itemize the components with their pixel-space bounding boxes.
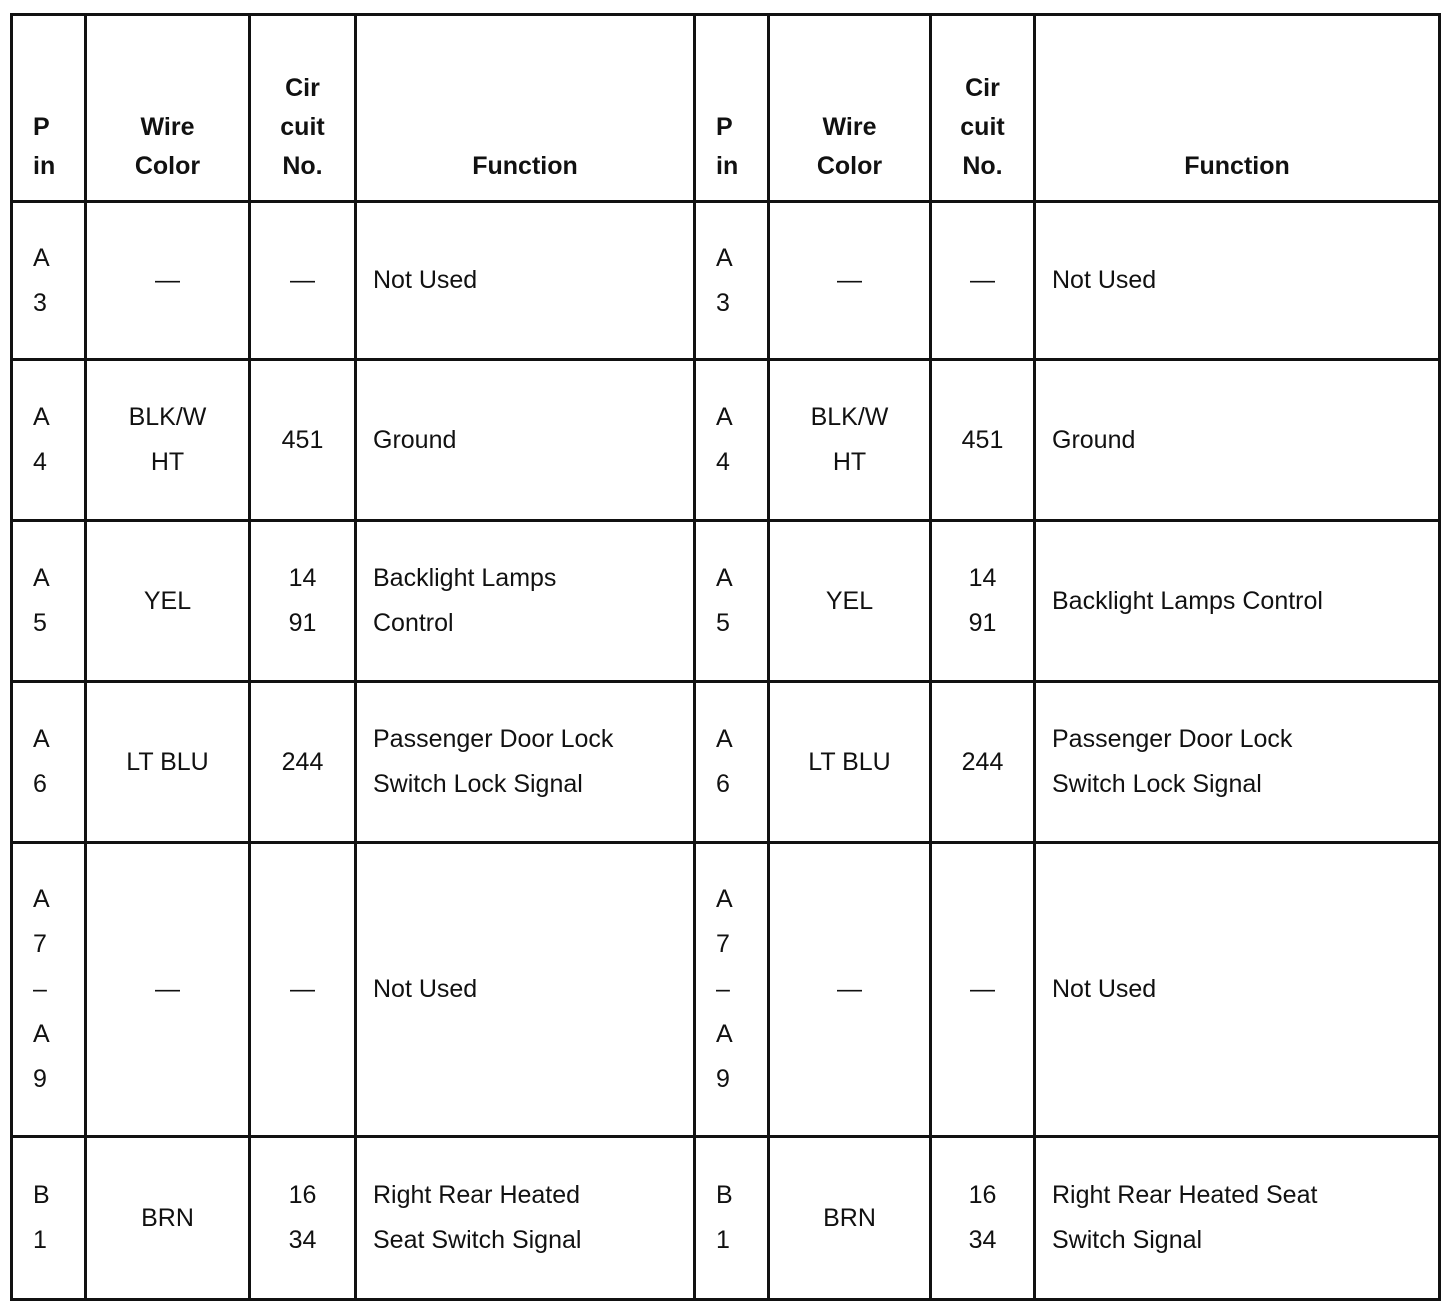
pin-cell: B 1: [695, 1137, 769, 1300]
table-row: [12, 202, 1440, 360]
function-cell: Passenger Door Lock Switch Lock Signal: [1035, 682, 1440, 843]
function-cell: Backlight Lamps Control: [1035, 521, 1440, 682]
circuit-cell: 244: [250, 682, 356, 843]
function-cell: Right Rear Heated Seat Switch Signal: [356, 1137, 695, 1300]
circuit-cell: 16 34: [250, 1137, 356, 1300]
header-pin: P in: [12, 15, 86, 202]
function-cell: Not Used: [356, 843, 695, 1137]
function-cell: Ground: [356, 360, 695, 521]
circuit-cell: 451: [931, 360, 1035, 521]
function-cell: Not Used: [356, 202, 695, 360]
pin-cell: A 4: [695, 360, 769, 521]
wire-color-cell: LT BLU: [86, 682, 250, 843]
pin-cell: A 4: [12, 360, 86, 521]
header-wire-color: Wire Color: [769, 15, 931, 202]
circuit-cell: —: [250, 843, 356, 1137]
pin-cell: B 1: [12, 1137, 86, 1300]
header-circuit-no: Cir cuit No.: [250, 15, 356, 202]
circuit-cell: —: [931, 843, 1035, 1137]
function-cell: Passenger Door Lock Switch Lock Signal: [356, 682, 695, 843]
wire-color-cell: BRN: [86, 1137, 250, 1300]
function-cell: Not Used: [1035, 843, 1440, 1137]
circuit-cell: —: [250, 202, 356, 360]
pin-cell: A 6: [695, 682, 769, 843]
wire-color-cell: BRN: [769, 1137, 931, 1300]
table-row: [12, 360, 1440, 521]
circuit-cell: 14 91: [250, 521, 356, 682]
circuit-cell: 14 91: [931, 521, 1035, 682]
header-pin: P in: [695, 15, 769, 202]
pin-cell: A 7 – A 9: [695, 843, 769, 1137]
wire-color-cell: —: [769, 843, 931, 1137]
table-header-row: [12, 15, 1440, 202]
table-row: [12, 1137, 1440, 1300]
pin-cell: A 3: [12, 202, 86, 360]
header-function: Function: [356, 15, 695, 202]
pin-cell: A 5: [12, 521, 86, 682]
wire-color-cell: —: [769, 202, 931, 360]
header-circuit-no: Cir cuit No.: [931, 15, 1035, 202]
function-cell: Not Used: [1035, 202, 1440, 360]
wire-color-cell: YEL: [769, 521, 931, 682]
pin-cell: A 5: [695, 521, 769, 682]
function-cell: Right Rear Heated Seat Switch Signal: [1035, 1137, 1440, 1300]
header-wire-color: Wire Color: [86, 15, 250, 202]
circuit-cell: 244: [931, 682, 1035, 843]
function-cell: Ground: [1035, 360, 1440, 521]
circuit-cell: 16 34: [931, 1137, 1035, 1300]
wire-color-cell: —: [86, 843, 250, 1137]
function-cell: Backlight Lamps Control: [356, 521, 695, 682]
pin-cell: A 3: [695, 202, 769, 360]
wire-color-cell: YEL: [86, 521, 250, 682]
header-function: Function: [1035, 15, 1440, 202]
pin-cell: A 6: [12, 682, 86, 843]
wire-color-cell: BLK/W HT: [769, 360, 931, 521]
table-row: [12, 682, 1440, 843]
circuit-cell: 451: [250, 360, 356, 521]
pin-cell: A 7 – A 9: [12, 843, 86, 1137]
wire-color-cell: BLK/W HT: [86, 360, 250, 521]
wire-color-cell: —: [86, 202, 250, 360]
wire-color-cell: LT BLU: [769, 682, 931, 843]
table-row: [12, 521, 1440, 682]
pin-function-table: [10, 13, 1441, 1301]
circuit-cell: —: [931, 202, 1035, 360]
table-row: [12, 843, 1440, 1137]
